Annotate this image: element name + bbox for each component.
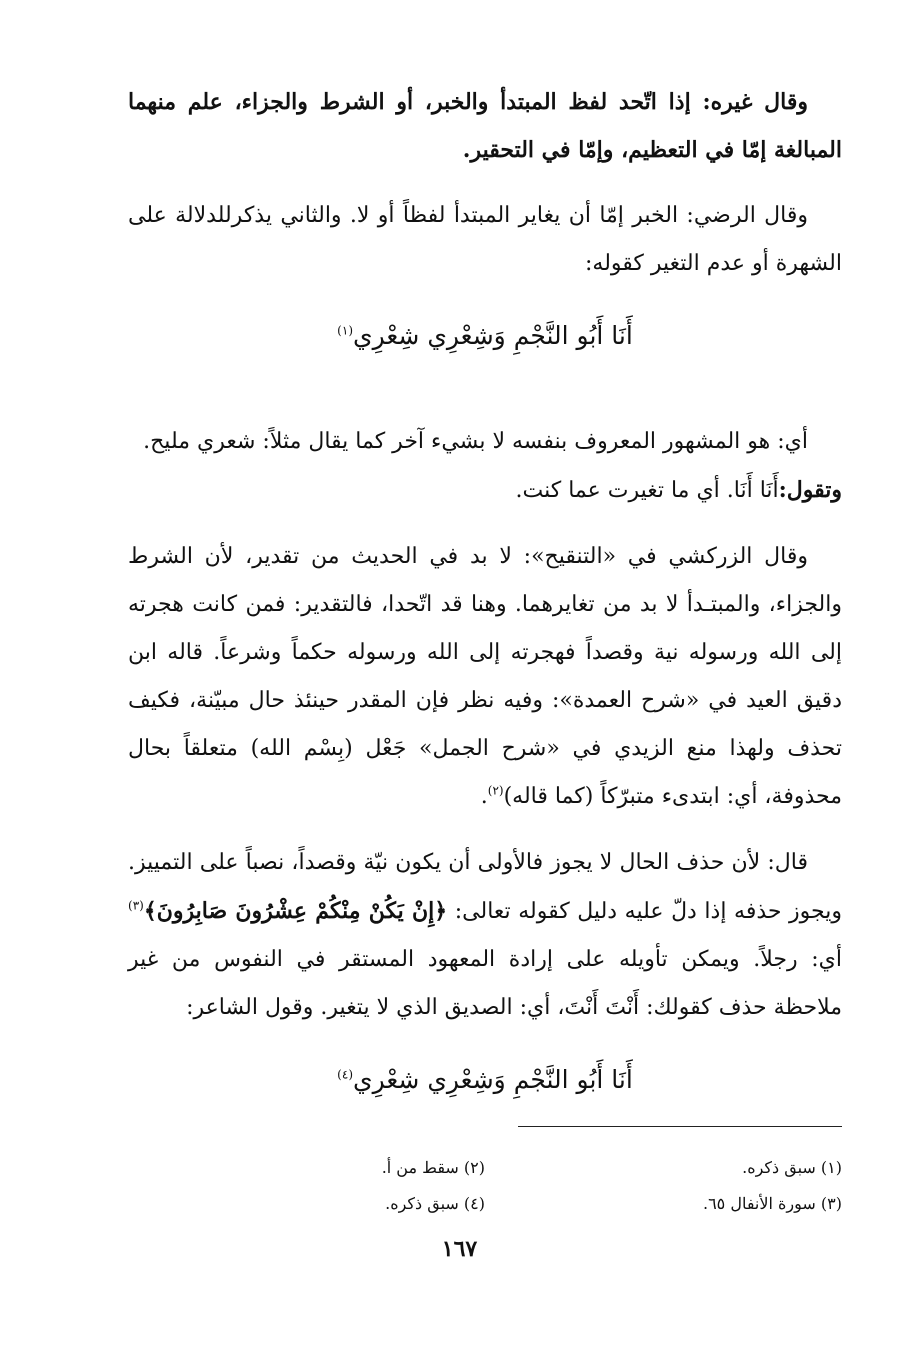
paragraph-5-text-a: قال: لأن حذف الحال لا يجوز فالأولى أن يكون نيّة وقصداً، نصباً على التمييز. ويجوز حذفه إذا دلّ عليه دليل كقوله تعالى: [128,850,842,924]
footnote-separator [518,1126,842,1127]
footnote-4: (٤) سبق ذكره. [385,1194,485,1213]
paragraph-3-lead: وتقول: [778,477,842,503]
footnote-ref-1: (١) [337,323,353,338]
paragraph-3 [128,418,842,515]
paragraph-4: وقال الزركشي في «التنقيح»: لا بد في الحديث من تقدير، لأن الشرط والجزاء، والمبتـدأ لا بد من تغايرهما. وهنا قد اتّحدا، فالتقدير: فمن كانت هجرته إلى الله ورسوله نية وقصداً فهجرته إلى الله ورسوله حكماً وشرعاً. قاله ابن دقيق العيد في «شرح العمدة»: وفيه نظر فإن المقدر حينئذ حال مبيّنة، فكيف تحذف ولهذا منع الزيدي في «شرح الجمل» جَعْل (بِسْم الله) متعلقاً بحال محذوفة، أي: ابتدىء متبرّكاً (كما قاله)$^{(٢)}$. [128,544,842,809]
page-number: ١٦٧ [441,1236,478,1262]
paragraph-5 [128,839,842,1032]
page-body [128,78,842,1110]
paragraph-1: وقال غيره: إذا اتّحد لفظ المبتدأ والخبر، أو الشرط والجزاء، علم منهما المبالغة إمّا في التعظيم، وإمّا في التحقير. [128,89,842,163]
paragraph-4-text: وقال الزركشي في «التنقيح»: لا بد في الحديث من تقدير، لأن الشرط والجزاء، والمبتـدأ لا بد من تغايرهما. وهنا قد اتّحدا، فالتقدير: فمن كانت هجرته إلى الله ورسوله نية وقصداً فهجرته إلى الله ورسوله حكماً وشرعاً. قاله ابن دقيق العيد في «شرح العمدة»: وفيه نظر فإن المقدر حينئذ حال مبيّنة، فكيف تحذف ولهذا منع الزيدي في «شرح الجمل» جَعْل (بِسْم الله) متعلقاً بحال محذوفة، أي: ابتدىء متبرّكاً (كما قاله) [128,544,842,809]
paragraph-3-line-2: أَنَا أَنَا. أي ما تغيرت عما كنت. [515,478,779,503]
verse-1-text: أَنَا أَبُو النَّجْمِ وَشِعْرِي شِعْرِي [353,321,633,350]
footnote-ref-2: (٢) [487,783,504,798]
verse-2 [128,1050,842,1110]
footnote-1: (١) سبق ذكره. [742,1158,842,1177]
footnote-2: (٢) سقط من أ. [381,1158,485,1177]
footnote-ref-4: (٤) [337,1067,353,1082]
footnote-3: (٣) سورة الأنفال ٦٥. [702,1194,842,1213]
verse-2-text: أَنَا أَبُو النَّجْمِ وَشِعْرِي شِعْرِي [353,1065,633,1094]
footnote-ref-3: (٣) [128,898,144,913]
paragraph-3-line-1: أي: هو المشهور المعروف بنفسه لا بشيء آخر كما يقال مثلاً: شعري مليح. [143,429,808,454]
footnotes [128,1150,842,1222]
paragraph-2: وقال الرضي: الخبر إمّا أن يغاير المبتدأ لفظاً أو لا. والثاني يذكرللدلالة على الشهرة أو عدم التغير كقوله: [128,203,842,276]
verse-1 [128,306,842,366]
paragraph-5-text-b: أي: رجلاً. ويمكن تأويله على إرادة المعهود المستقر في النفوس من غير ملاحظة حذف كقولك: أَنْتَ أَنْتَ، أي: الصديق الذي لا يتغير. وقول الشاعر: [128,947,842,1020]
quran-verse: ﴿إِنْ يَكُنْ مِنْكُمْ عِشْرُونَ صَابِرُونَ﴾ [143,898,448,924]
